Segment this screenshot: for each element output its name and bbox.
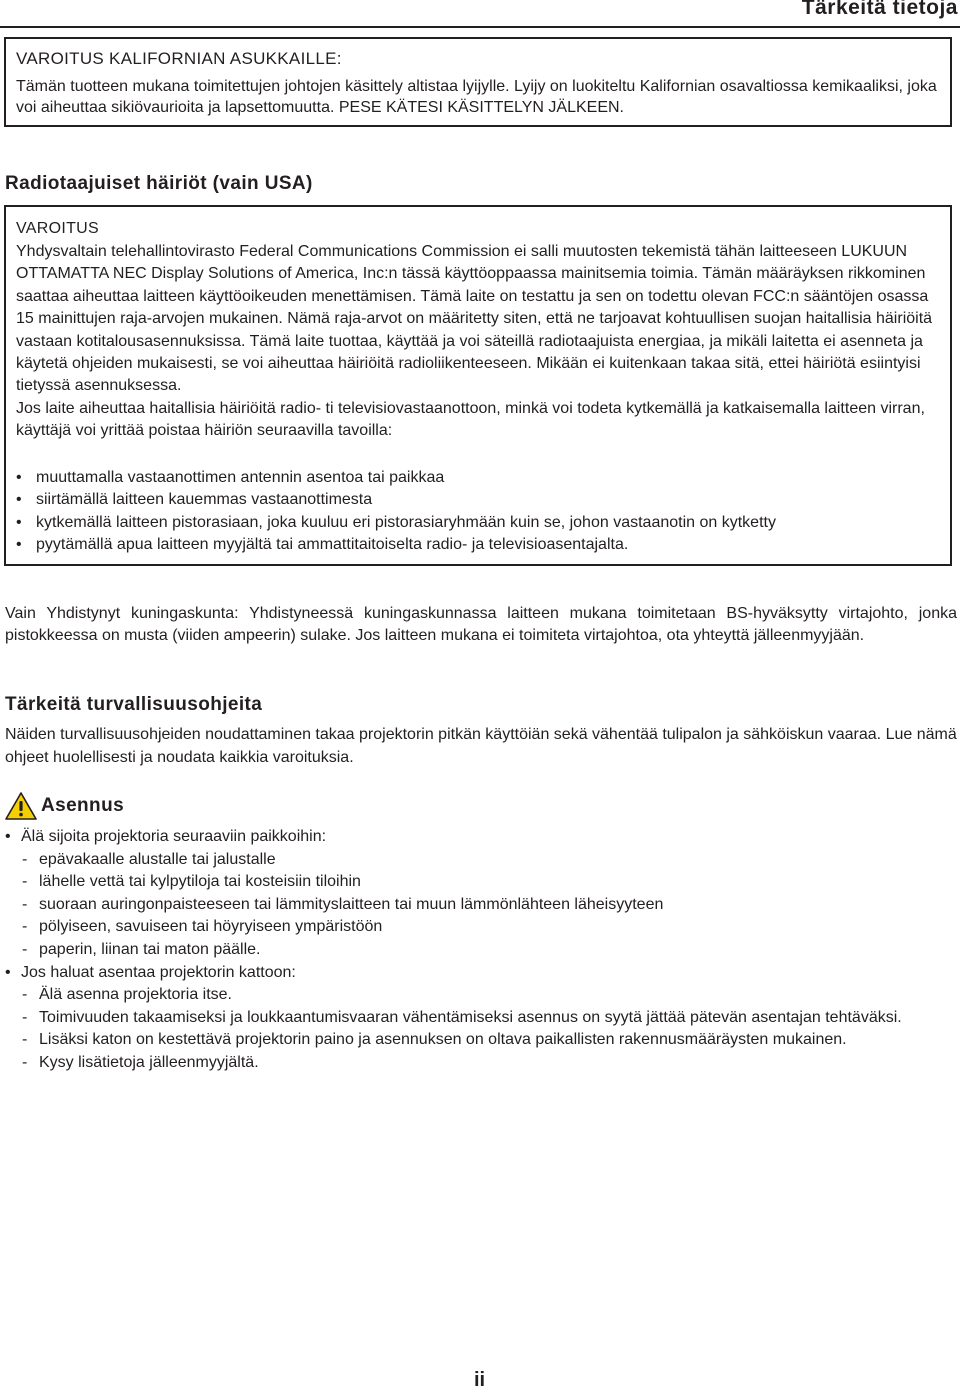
warning-triangle-icon: [5, 791, 37, 821]
bullet-marker: •: [5, 963, 11, 981]
installation-item-text: suoraan auringonpaisteeseen tai lämmityslaitteen tai muun lämmönlähteen läheisyyteen: [39, 895, 664, 913]
installation-dash-item: [5, 849, 959, 872]
installation-item-text: Toimivuuden takaamiseksi ja loukkaantumisvaaran vähentämiseksi asennus on syytä jättää pätevän asentajan tehtäväksi.: [39, 1008, 902, 1026]
dash-marker: -: [22, 895, 28, 913]
installation-dash-item: [5, 1007, 959, 1030]
fcc-remedy-list: [16, 467, 940, 557]
bullet-marker: •: [5, 828, 11, 845]
page-header-title: Tärkeitä tietoja: [801, 0, 958, 19]
california-warning-body: Tämän tuotteen mukana toimitettujen johtojen käsittely altistaa lyijylle. Lyijy on luokiteltu Kalifornian osavaltiossa kemikaaliksi, joka voi aiheuttaa sikiövaurioita ja lapsettomuutta. PESE KÄTESI KÄSITTELYN JÄLKEEN.: [16, 78, 937, 116]
installation-title: Asennus: [41, 795, 125, 816]
installation-dash-item: [5, 1052, 959, 1075]
installation-dash-item: [5, 939, 959, 962]
installation-bullet-item: [5, 826, 959, 849]
fcc-warning-box: [4, 205, 952, 566]
fcc-remedy-item: • kytkemällä laitteen pistorasiaan, joka kuuluu eri pistorasiaryhmään kuin se, johon vastaanotin on kytketty: [16, 512, 940, 535]
safety-instructions-heading: Tärkeitä turvallisuusohjeita: [5, 694, 263, 715]
installation-dash-item: [5, 916, 959, 939]
california-warning-title: VAROITUS KALIFORNIAN ASUKKAILLE:: [16, 49, 342, 68]
dash-marker: -: [22, 1031, 28, 1049]
header-rule: [0, 26, 960, 28]
installation-item-text: lähelle vettä tai kylpytiloja tai kosteisiin tiloihin: [39, 873, 361, 891]
dash-marker: -: [22, 986, 28, 1004]
fcc-paragraph-1: Yhdysvaltain telehallintovirasto Federal Communications Commission ei salli muutosten tekemistä tähän laitteeseen LUKUUN OTTAMATTA NEC Display Solutions of America, Inc:n tässä käyttöoppaassa mainitsemia toimia. Tämän määräyksen rikkominen saattaa aiheuttaa laitteen käyttöoikeuden menettämisen. Tämä laite on testattu ja sen on todettu olevan FCC:n sääntöjen osassa 15 mainittujen raja-arvojen mukainen. Nämä raja-arvot on määritetty siten, että ne tarjoavat kohtuullisen suojan haitallisia häiriöitä vastaan kotitalousasennuksissa. Tämä laite tuottaa, käyttää ja voi säteillä radiotaajuista energiaa, ja mikäli laitetta ei asenneta ja käytetä ohjeiden mukaisesti, se voi aiheuttaa häiriöitä radioliikenteeseen. Mikään ei kuitenkaan takaa sitä, ettei häiriötä esiintyisi tietyssä asennuksessa.: [16, 243, 933, 395]
installation-list: [5, 826, 959, 1075]
safety-instructions-intro: Näiden turvallisuusohjeiden noudattaminen takaa projektorin pitkän käyttöiän sekä vähentää tulipalon ja sähköiskun vaaraa. Lue nämä ohjeet huolellisesti ja noudata kaikkia varoituksia.: [5, 726, 957, 766]
dash-marker: -: [22, 1053, 28, 1071]
installation-item-text: Älä sijoita projektoria seuraaviin paikkoihin:: [21, 828, 327, 845]
installation-item-text: Lisäksi katon on kestettävä projektorin paino ja asennuksen on oltava paikallisten rakennusmääräysten mukainen.: [39, 1031, 847, 1049]
california-warning-box: [4, 37, 952, 127]
fcc-remedy-item: • pyytämällä apua laitteen myyjältä tai ammattitaitoiselta radio- ja televisioasentajalta.: [16, 534, 940, 557]
installation-dash-item: [5, 894, 959, 917]
installation-item-text: Jos haluat asentaa projektorin kattoon:: [21, 963, 296, 981]
fcc-remedy-item: • muuttamalla vastaanottimen antennin asentoa tai paikkaa: [16, 467, 940, 490]
dash-marker: -: [22, 940, 28, 958]
installation-item-text: epävakaalle alustalle tai jalustalle: [39, 850, 276, 868]
dash-marker: -: [22, 918, 28, 936]
fcc-paragraph-2: Jos laite aiheuttaa haitallisia häiriöitä radio- ti televisiovastaanottoon, minkä voi todeta kytkemällä ja katkaisemalla laitteen virran, käyttäjä voi yrittää poistaa häiriön seuraavilla tavoilla:: [16, 399, 925, 440]
radio-interference-heading: Radiotaajuiset häiriöt (vain USA): [5, 173, 313, 194]
installation-dash-item: [5, 1029, 959, 1052]
installation-dash-item: [5, 984, 959, 1007]
installation-item-text: Älä asenna projektoria itse.: [39, 986, 232, 1004]
fcc-remedy-item: • siirtämällä laitteen kauemmas vastaanottimesta: [16, 489, 940, 512]
installation-item-text: pölyiseen, savuiseen tai höyryiseen ympäristöön: [39, 918, 383, 936]
dash-marker: -: [22, 1008, 28, 1026]
uk-power-cord-notice: Vain Yhdistynyt kuningaskunta: Yhdistyneessä kuningaskunnassa laitteen mukana toimitetaan BS-hyväksytty virtajohto, jonka pistokkeessa on musta (viiden ampeerin) sulake. Jos laitteen mukana ei toimiteta virtajohtoa, ota yhteyttä jälleenmyyjään.: [5, 605, 957, 645]
installation-item-text: paperin, liinan tai maton päälle.: [39, 940, 261, 958]
dash-marker: -: [22, 850, 28, 868]
installation-item-text: Kysy lisätietoja jälleenmyyjältä.: [39, 1053, 259, 1071]
fcc-warning-label: VAROITUS: [16, 220, 100, 237]
installation-heading: [5, 791, 124, 821]
installation-dash-item: [5, 871, 959, 894]
installation-bullet-item: [5, 962, 959, 985]
dash-marker: -: [22, 873, 28, 891]
page-number: ii: [474, 1369, 486, 1391]
